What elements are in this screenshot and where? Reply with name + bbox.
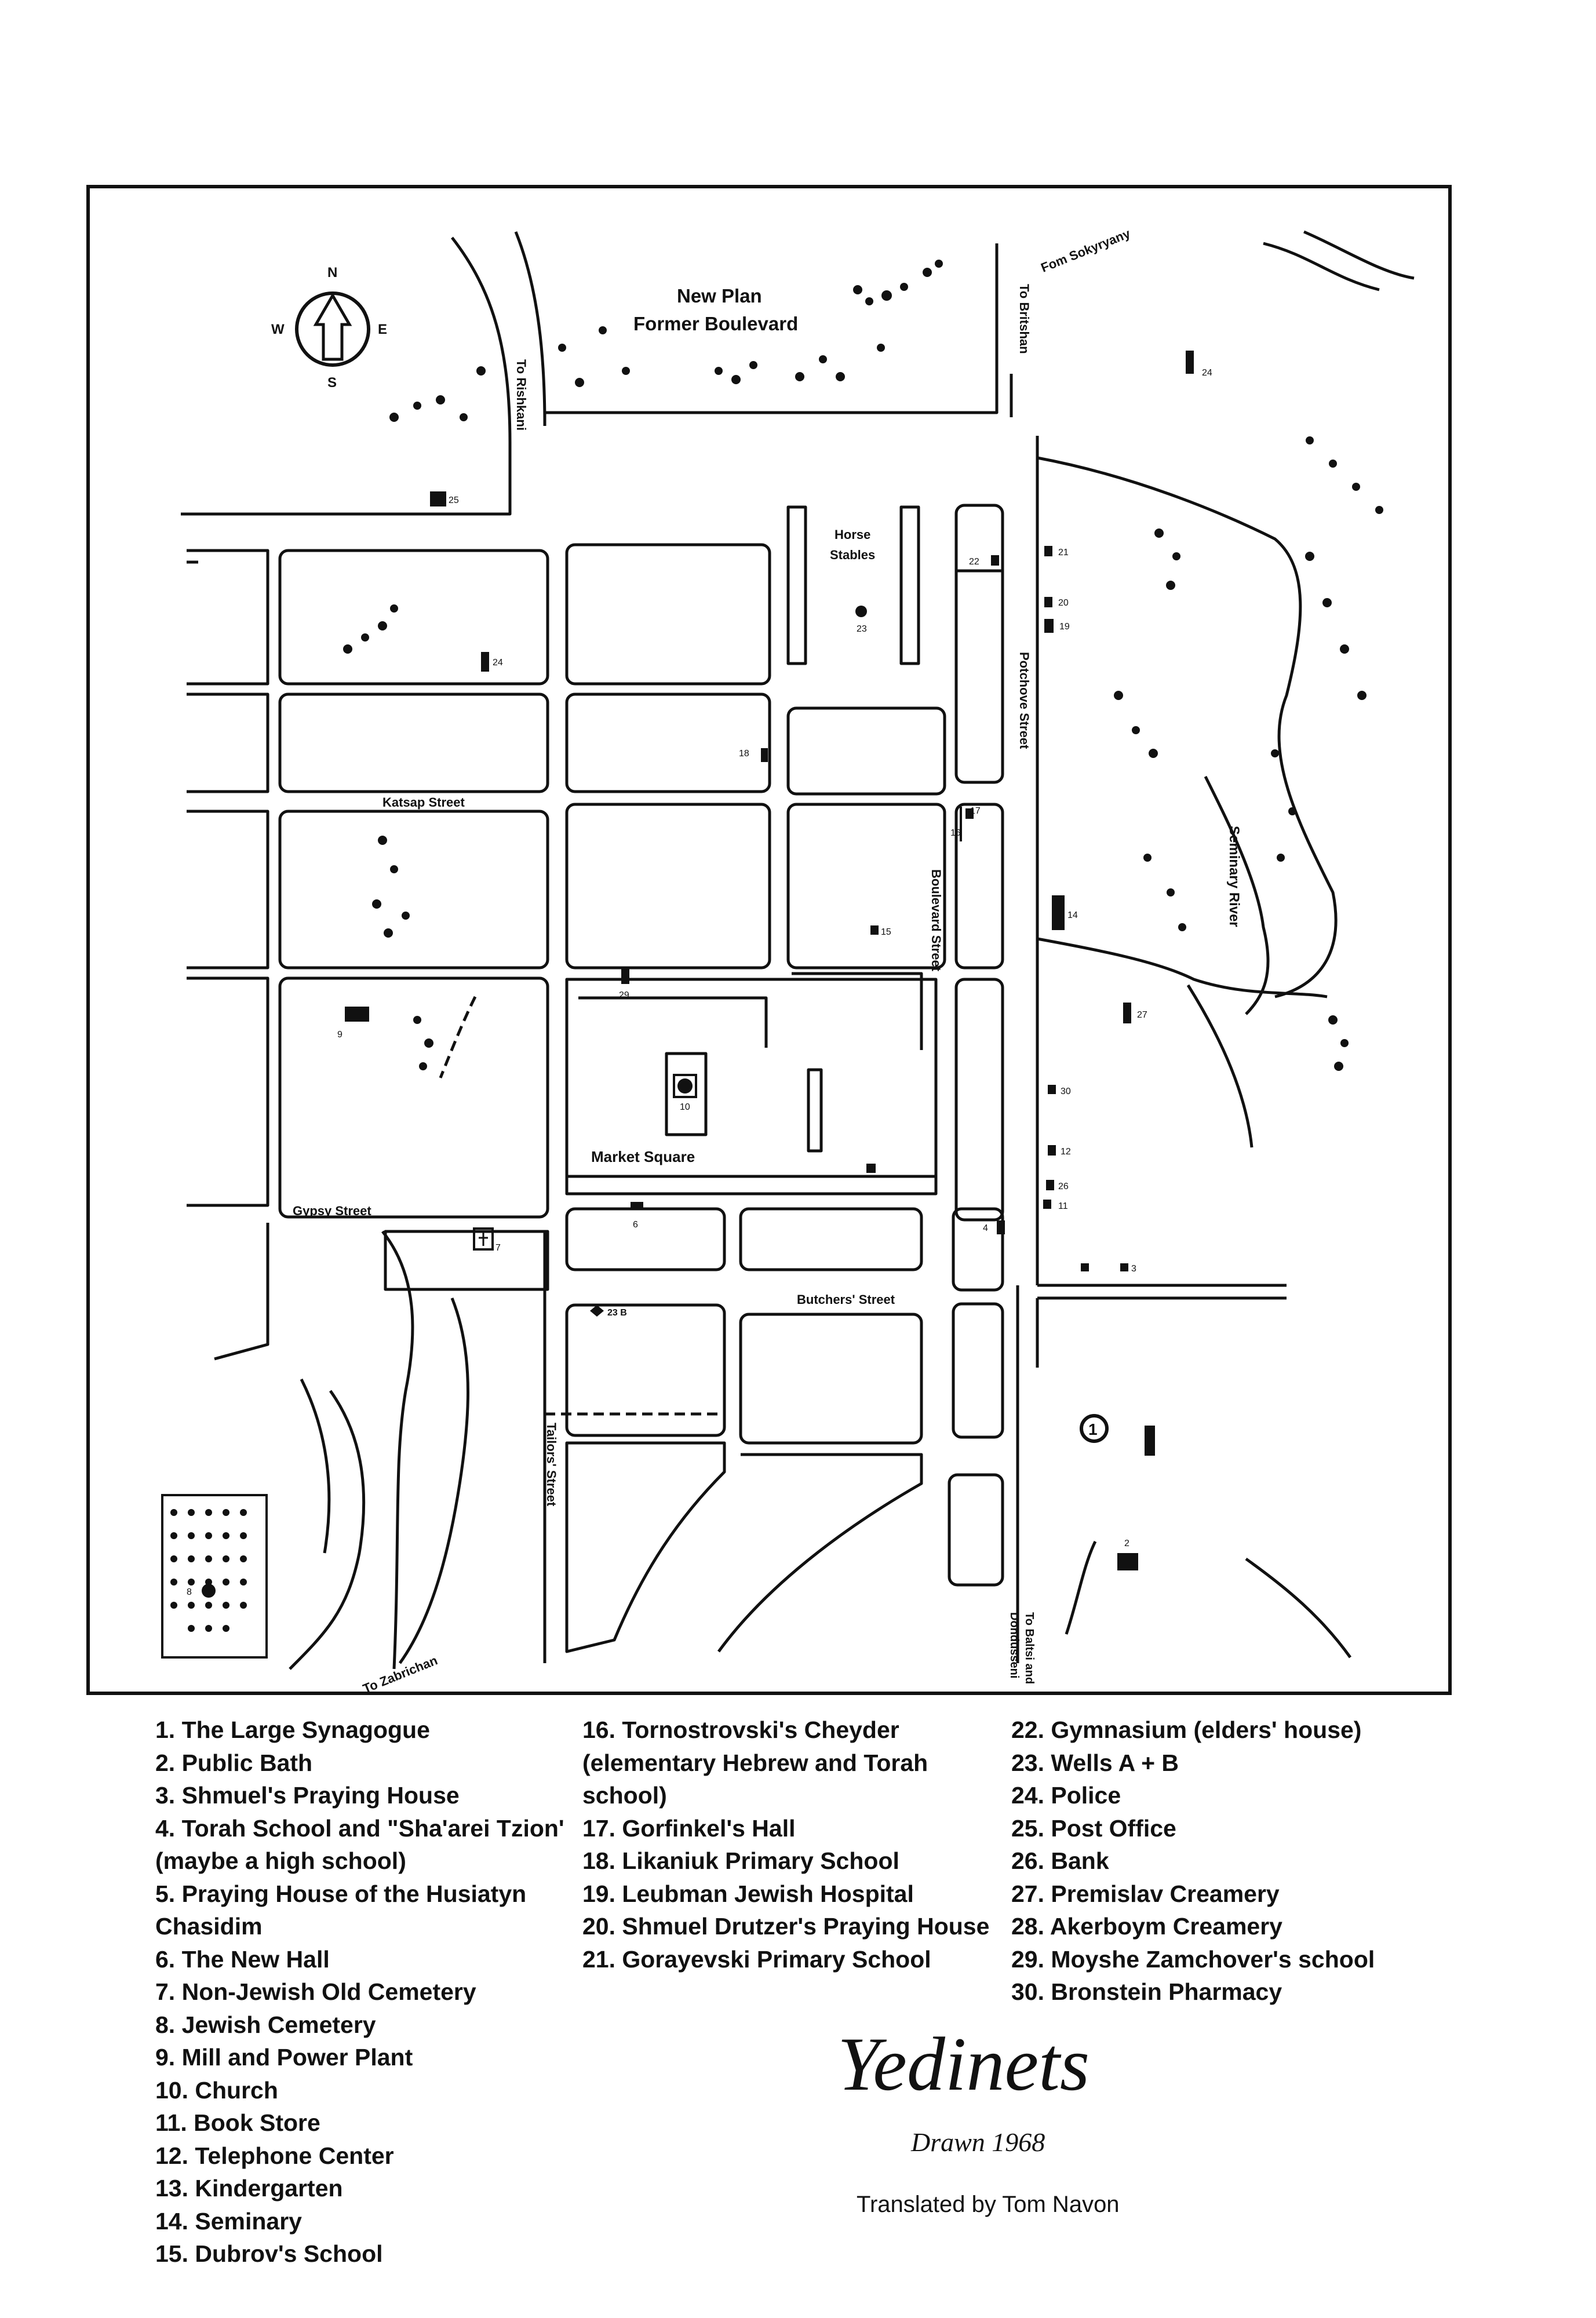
legend-item: 9. Mill and Power Plant <box>155 2044 413 2071</box>
legend-item: 8. Jewish Cemetery <box>155 2011 376 2038</box>
legend-item: 23. Wells A + B <box>1011 1749 1179 1776</box>
marker-10: 10 <box>680 1102 690 1112</box>
street-grid <box>181 232 1414 1669</box>
church-symbol <box>674 1075 696 1097</box>
marker-23: 23 <box>857 624 867 634</box>
marker-23b: 23 B <box>607 1308 627 1318</box>
road-to-rishkani: To Rishkani <box>514 359 529 431</box>
marker-27: 27 <box>1137 1010 1147 1020</box>
legend-item: 30. Bronstein Pharmacy <box>1011 1978 1282 2005</box>
label-new-plan: New Plan <box>677 285 762 307</box>
marker-14: 14 <box>1067 910 1078 920</box>
marker-9: 9 <box>337 1030 342 1040</box>
label-former-boulevard: Former Boulevard <box>633 313 799 334</box>
legend-item: 24. Police <box>1011 1782 1121 1809</box>
marker-21: 21 <box>1058 548 1069 557</box>
road-to-zabrichan: To Zabrichan <box>360 1653 440 1696</box>
legend-item: 20. Shmuel Drutzer's Praying House <box>582 1913 990 1940</box>
marker-3: 3 <box>1131 1264 1136 1274</box>
legend-item: 11. Book Store <box>155 2109 320 2136</box>
legend-item: 14. Seminary <box>155 2207 302 2235</box>
marker-15: 15 <box>881 927 891 937</box>
marker-22: 22 <box>969 557 979 567</box>
marker-1: 1 <box>1088 1420 1098 1438</box>
marker-26: 26 <box>1058 1182 1069 1191</box>
label-horse-stables-1: Horse <box>835 527 871 542</box>
legend-item: 2. Public Bath <box>155 1749 313 1776</box>
legend-item: 16. Tornostrovski's Cheyder (elementary Hebrew and Torah school) <box>582 1716 928 1809</box>
legend-item: 6. The New Hall <box>155 1945 330 1973</box>
legend-item: 13. Kindergarten <box>155 2175 343 2202</box>
legend-item: 15. Dubrov's School <box>155 2240 383 2267</box>
street-katsap: Katsap Street <box>382 795 465 810</box>
legend-item: 7. Non-Jewish Old Cemetery <box>155 1978 476 2005</box>
legend-item: 21. Gorayevski Primary School <box>582 1945 931 1973</box>
marker-20: 20 <box>1058 598 1069 608</box>
legend-item: 10. Church <box>155 2076 278 2104</box>
legend-item: 4. Torah School and "Sha'arei Tzion' (maybe a high school) <box>155 1814 564 1874</box>
drawn-date: Drawn 1968 <box>911 2127 1045 2157</box>
legend-item: 22. Gymnasium (elders' house) <box>1011 1716 1362 1743</box>
translator-credit: Translated by Tom Navon <box>857 2192 1120 2217</box>
label-market-square: Market Square <box>591 1148 695 1165</box>
legend-item: 28. Akerboym Creamery <box>1011 1913 1282 1940</box>
marker-11: 11 <box>1058 1201 1068 1211</box>
street-butchers: Butchers' Street <box>797 1292 895 1307</box>
synagogue-symbol <box>1081 1416 1107 1441</box>
label-seminary-river: Seminary River <box>1226 826 1242 927</box>
marker-17: 17 <box>970 806 981 816</box>
cemetery-markings <box>162 1495 267 1657</box>
legend-column-3 <box>1011 1714 1452 2009</box>
legend-item: 26. Bank <box>1011 1847 1109 1874</box>
street-tailors: Tailors' Street <box>544 1423 559 1507</box>
legend-item: 1. The Large Synagogue <box>155 1716 430 1743</box>
road-to-britshan: To Britshan <box>1017 284 1032 354</box>
road-to-baltsi-1: To Baltsi and <box>1023 1612 1036 1685</box>
legend-column-2 <box>582 1714 1000 1976</box>
road-from-sokyryany: Fom Sokyryany <box>1039 226 1132 275</box>
legend-item: 19. Leubman Jewish Hospital <box>582 1880 914 1907</box>
marker-2: 2 <box>1124 1539 1129 1548</box>
marker-24-north: 24 <box>1202 368 1212 378</box>
compass-south: S <box>327 375 337 391</box>
marker-4: 4 <box>983 1223 988 1233</box>
street-gypsy: Gypsy Street <box>293 1204 371 1218</box>
marker-18: 18 <box>739 749 749 759</box>
legend-item: 5. Praying House of the Husiatyn Chasidim <box>155 1880 527 1940</box>
compass-north: N <box>327 265 338 280</box>
marker-12: 12 <box>1061 1147 1071 1157</box>
legend-column-1 <box>155 1714 573 2270</box>
street-potchove: Potchove Street <box>1017 652 1032 749</box>
compass-rose <box>271 265 387 391</box>
legend-item: 3. Shmuel's Praying House <box>155 1782 460 1809</box>
marker-7: 7 <box>495 1243 501 1253</box>
street-boulevard: Boulevard Street <box>929 869 943 972</box>
marker-8: 8 <box>187 1587 192 1597</box>
legend-item: 27. Premislav Creamery <box>1011 1880 1280 1907</box>
label-horse-stables-2: Stables <box>830 548 876 562</box>
marker-29: 29 <box>619 990 629 1000</box>
marker-6: 6 <box>633 1220 638 1230</box>
marker-30: 30 <box>1061 1087 1071 1096</box>
marker-25: 25 <box>449 495 459 505</box>
legend-item: 18. Likaniuk Primary School <box>582 1847 899 1874</box>
legend-item: 17. Gorfinkel's Hall <box>582 1814 796 1842</box>
legend-item: 29. Moyshe Zamchover's school <box>1011 1945 1375 1973</box>
compass-east: E <box>378 322 388 337</box>
marker-24-west: 24 <box>493 658 503 668</box>
map-title: Yedinets <box>837 2021 1090 2106</box>
road-to-baltsi-2: Dondusseni <box>1008 1612 1021 1679</box>
marker-19: 19 <box>1059 622 1070 632</box>
legend-item: 12. Telephone Center <box>155 2142 394 2169</box>
compass-west: W <box>271 322 285 337</box>
legend-item: 25. Post Office <box>1011 1814 1176 1842</box>
marker-16: 16 <box>950 828 961 838</box>
